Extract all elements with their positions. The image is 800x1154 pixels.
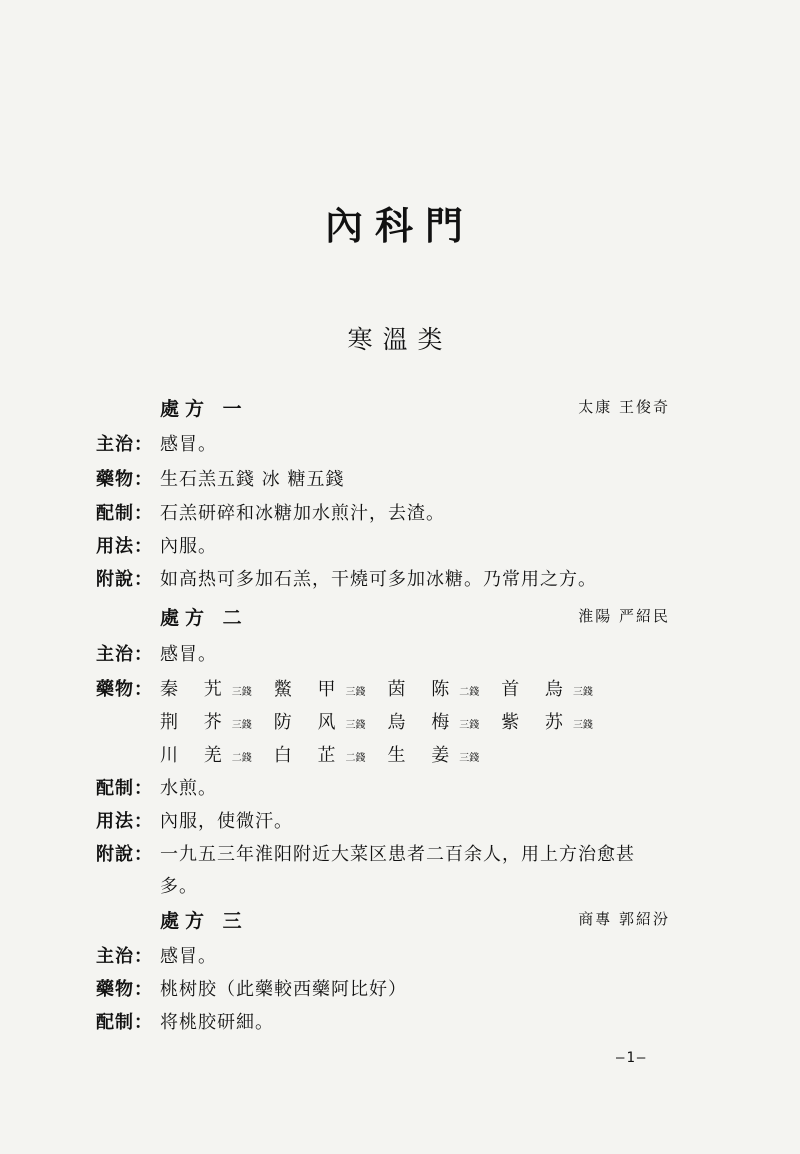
- usage-label: 用法：: [96, 811, 153, 832]
- prescription-2-usage: [96, 807, 736, 837]
- notes-text-line-2: 多。: [160, 876, 198, 897]
- herb-dose: 三錢: [231, 687, 252, 698]
- prescription-1-notes: [96, 565, 736, 595]
- herb-name: 鱉 甲: [273, 679, 346, 700]
- herb-name: 首 烏: [501, 679, 573, 700]
- drug-row-1: [160, 675, 615, 701]
- preparation-label: 配制：: [96, 1012, 153, 1033]
- herb-name: 白 芷: [273, 745, 346, 766]
- prescription-3-preparation: [96, 1008, 736, 1038]
- herb-dose: 三錢: [459, 720, 480, 731]
- herb-dose: 二錢: [345, 753, 366, 764]
- herb-item: [501, 708, 593, 734]
- prescription-1-preparation: [96, 499, 736, 529]
- notes-label: 附說：: [96, 569, 153, 590]
- herb-dose: 三錢: [459, 753, 480, 764]
- herb-item: [274, 741, 366, 767]
- section-title: 寒溫类: [347, 325, 453, 354]
- drugs-label: 藥物：: [96, 469, 153, 490]
- herb-item: [274, 708, 366, 734]
- herb-item: [501, 675, 593, 701]
- prescription-1-usage: [96, 532, 736, 562]
- prescription-3-header: [160, 906, 670, 934]
- drug-row-2: [160, 708, 615, 734]
- herb-dose: 三錢: [572, 687, 593, 698]
- herb-item: [387, 741, 479, 767]
- herb-dose: 二錢: [231, 753, 252, 764]
- indication-text: 感冒。: [160, 434, 217, 455]
- prescription-2-preparation: [96, 774, 736, 804]
- herb-name: 生 姜: [387, 745, 460, 766]
- prescription-3-drugs: [96, 975, 736, 1005]
- prescription-1-header: [160, 394, 670, 422]
- page-number: —1—: [616, 1050, 648, 1066]
- prescription-3-author: 商專 郭紹汾: [578, 910, 670, 928]
- prescription-1-indication: [96, 430, 736, 460]
- herb-item: [160, 741, 252, 767]
- usage-label: 用法：: [96, 536, 153, 557]
- prescription-2-author: 淮陽 严紹民: [578, 607, 670, 625]
- herb-dose: 三錢: [572, 720, 593, 731]
- drugs-text: 桃树胶（此藥較西藥阿比好）: [160, 979, 407, 1000]
- herb-dose: 三錢: [231, 720, 252, 731]
- herb-item: [160, 708, 252, 734]
- preparation-label: 配制：: [96, 503, 153, 524]
- drug-row-3: [160, 741, 501, 767]
- indication-text: 感冒。: [160, 644, 217, 665]
- herb-dose: 三錢: [345, 720, 366, 731]
- herb-item: [160, 675, 252, 701]
- herb-dose: 三錢: [345, 687, 366, 698]
- herb-name: 荆 芥: [160, 712, 232, 733]
- prescription-2-title: 處方 二: [160, 607, 248, 629]
- herb-item: [387, 708, 479, 734]
- preparation-text: 将桃胶研細。: [160, 1012, 274, 1033]
- preparation-label: 配制：: [96, 778, 153, 799]
- herb-name: 防 风: [273, 712, 346, 733]
- indication-label: 主治：: [96, 946, 153, 967]
- indication-label: 主治：: [96, 644, 153, 665]
- herb-item: [274, 675, 366, 701]
- notes-text: 如高热可多加石羔，干燒可多加冰糖。乃常用之方。: [160, 569, 597, 590]
- herb-name: 川 羌: [160, 745, 232, 766]
- preparation-text: 石羔研碎和冰糖加水煎汁，去渣。: [160, 503, 445, 524]
- herb-name: 秦 艽: [160, 679, 232, 700]
- drugs-text: 生石羔五錢 冰 糖五錢: [160, 469, 345, 490]
- prescription-2-header: [160, 603, 670, 631]
- drugs-label: 藥物：: [96, 679, 153, 700]
- prescription-3-title: 處方 三: [160, 910, 248, 932]
- herb-name: 茵 陈: [387, 679, 460, 700]
- preparation-text: 水煎。: [160, 778, 217, 799]
- herb-name: 紫 苏: [501, 712, 573, 733]
- indication-label: 主治：: [96, 434, 153, 455]
- usage-text: 內服，使微汗。: [160, 811, 293, 832]
- prescription-2-indication: [96, 640, 736, 670]
- drugs-label: 藥物：: [96, 979, 153, 1000]
- herb-name: 烏 梅: [387, 712, 460, 733]
- chapter-title: 內科門: [324, 204, 475, 248]
- herb-dose: 二錢: [459, 687, 480, 698]
- usage-text: 內服。: [160, 536, 217, 557]
- prescription-3-indication: [96, 942, 736, 972]
- notes-label: 附說：: [96, 844, 153, 865]
- prescription-1-author: 太康 王俊奇: [578, 398, 670, 416]
- notes-text-line-1: 一九五三年淮阳附近大菜区患者二百余人，用上方治愈甚: [160, 844, 635, 865]
- indication-text: 感冒。: [160, 946, 217, 967]
- prescription-1-drugs: [96, 465, 736, 495]
- herb-item: [387, 675, 479, 701]
- prescription-2-notes: [96, 840, 736, 870]
- prescription-1-title: 處方 一: [160, 398, 248, 420]
